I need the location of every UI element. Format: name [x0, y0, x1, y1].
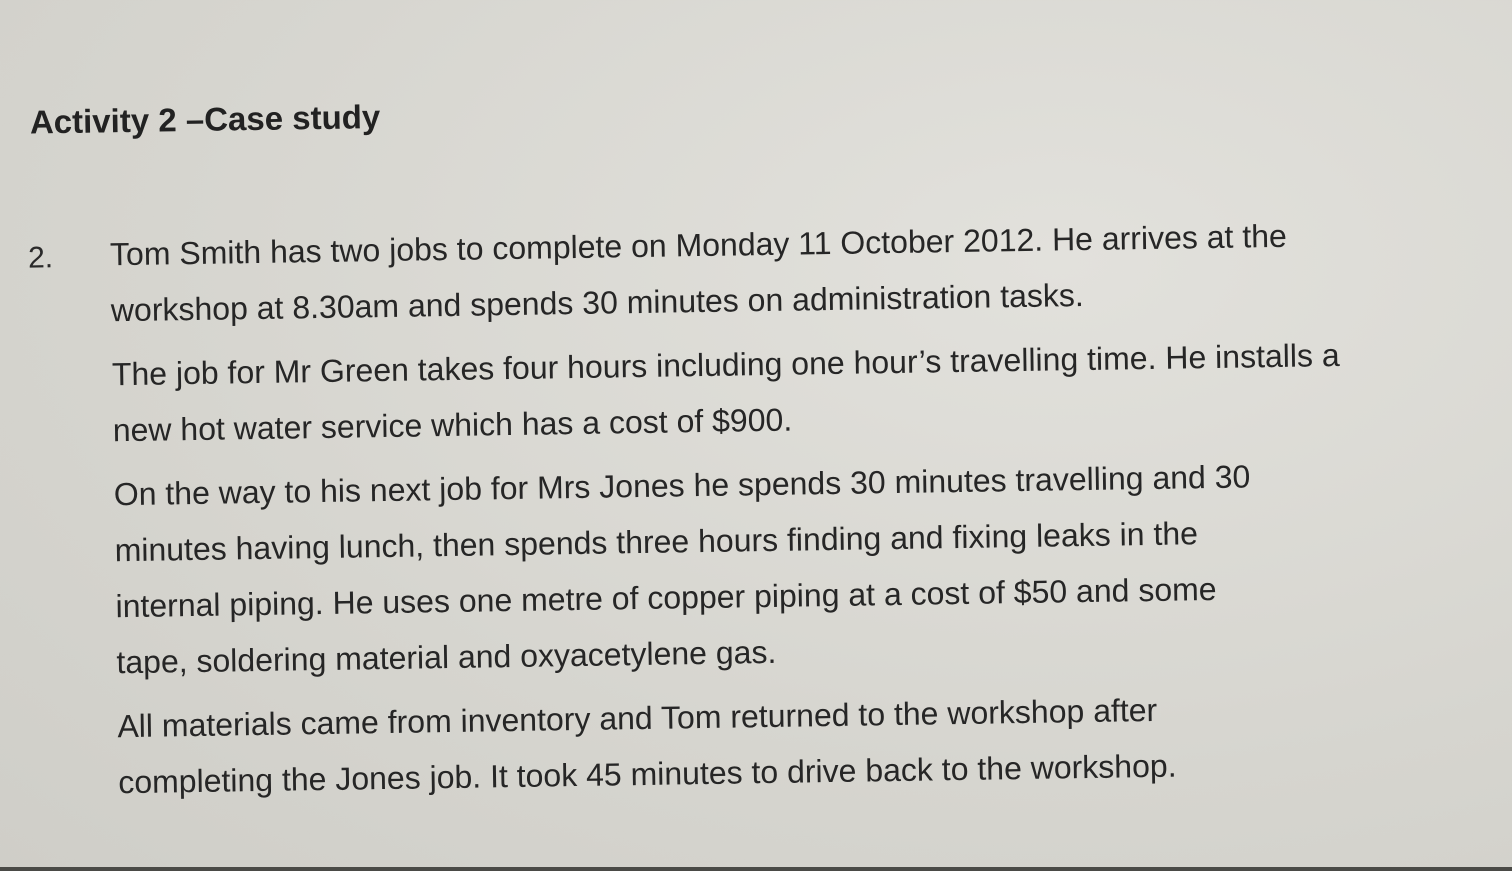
question-number: 2. — [27, 241, 54, 275]
activity-title: Activity 2 –Case study — [29, 98, 381, 141]
paragraph-schedule: Tom Smith has two jobs to complete on Monday 11 October 2012. He arrives at the workshop at 8.30am and spends 30 minutes on administration tasks. — [109, 217, 1288, 329]
question-body — [110, 205, 1479, 818]
paragraph-return: All materials came from inventory and Tom returned to the workshop after completing the Jones job. It took 45 minutes to drive back to the workshop. — [117, 691, 1177, 801]
paragraph-green-job: The job for Mr Green takes four hours including one hour’s travelling time. He installs a new hot water service which has a cost of $900. — [111, 337, 1340, 449]
page-bottom-edge — [0, 867, 1512, 871]
paragraph-jones-job: On the way to his next job for Mrs Jones he spends 30 minutes travelling and 30 minutes having lunch, then spends three hours finding and fixing leaks in the internal piping. He uses one metre of copper piping at a cost of $50 and some tape, soldering material and oxyacetylene gas. — [113, 458, 1251, 681]
question-block — [27, 205, 1468, 801]
